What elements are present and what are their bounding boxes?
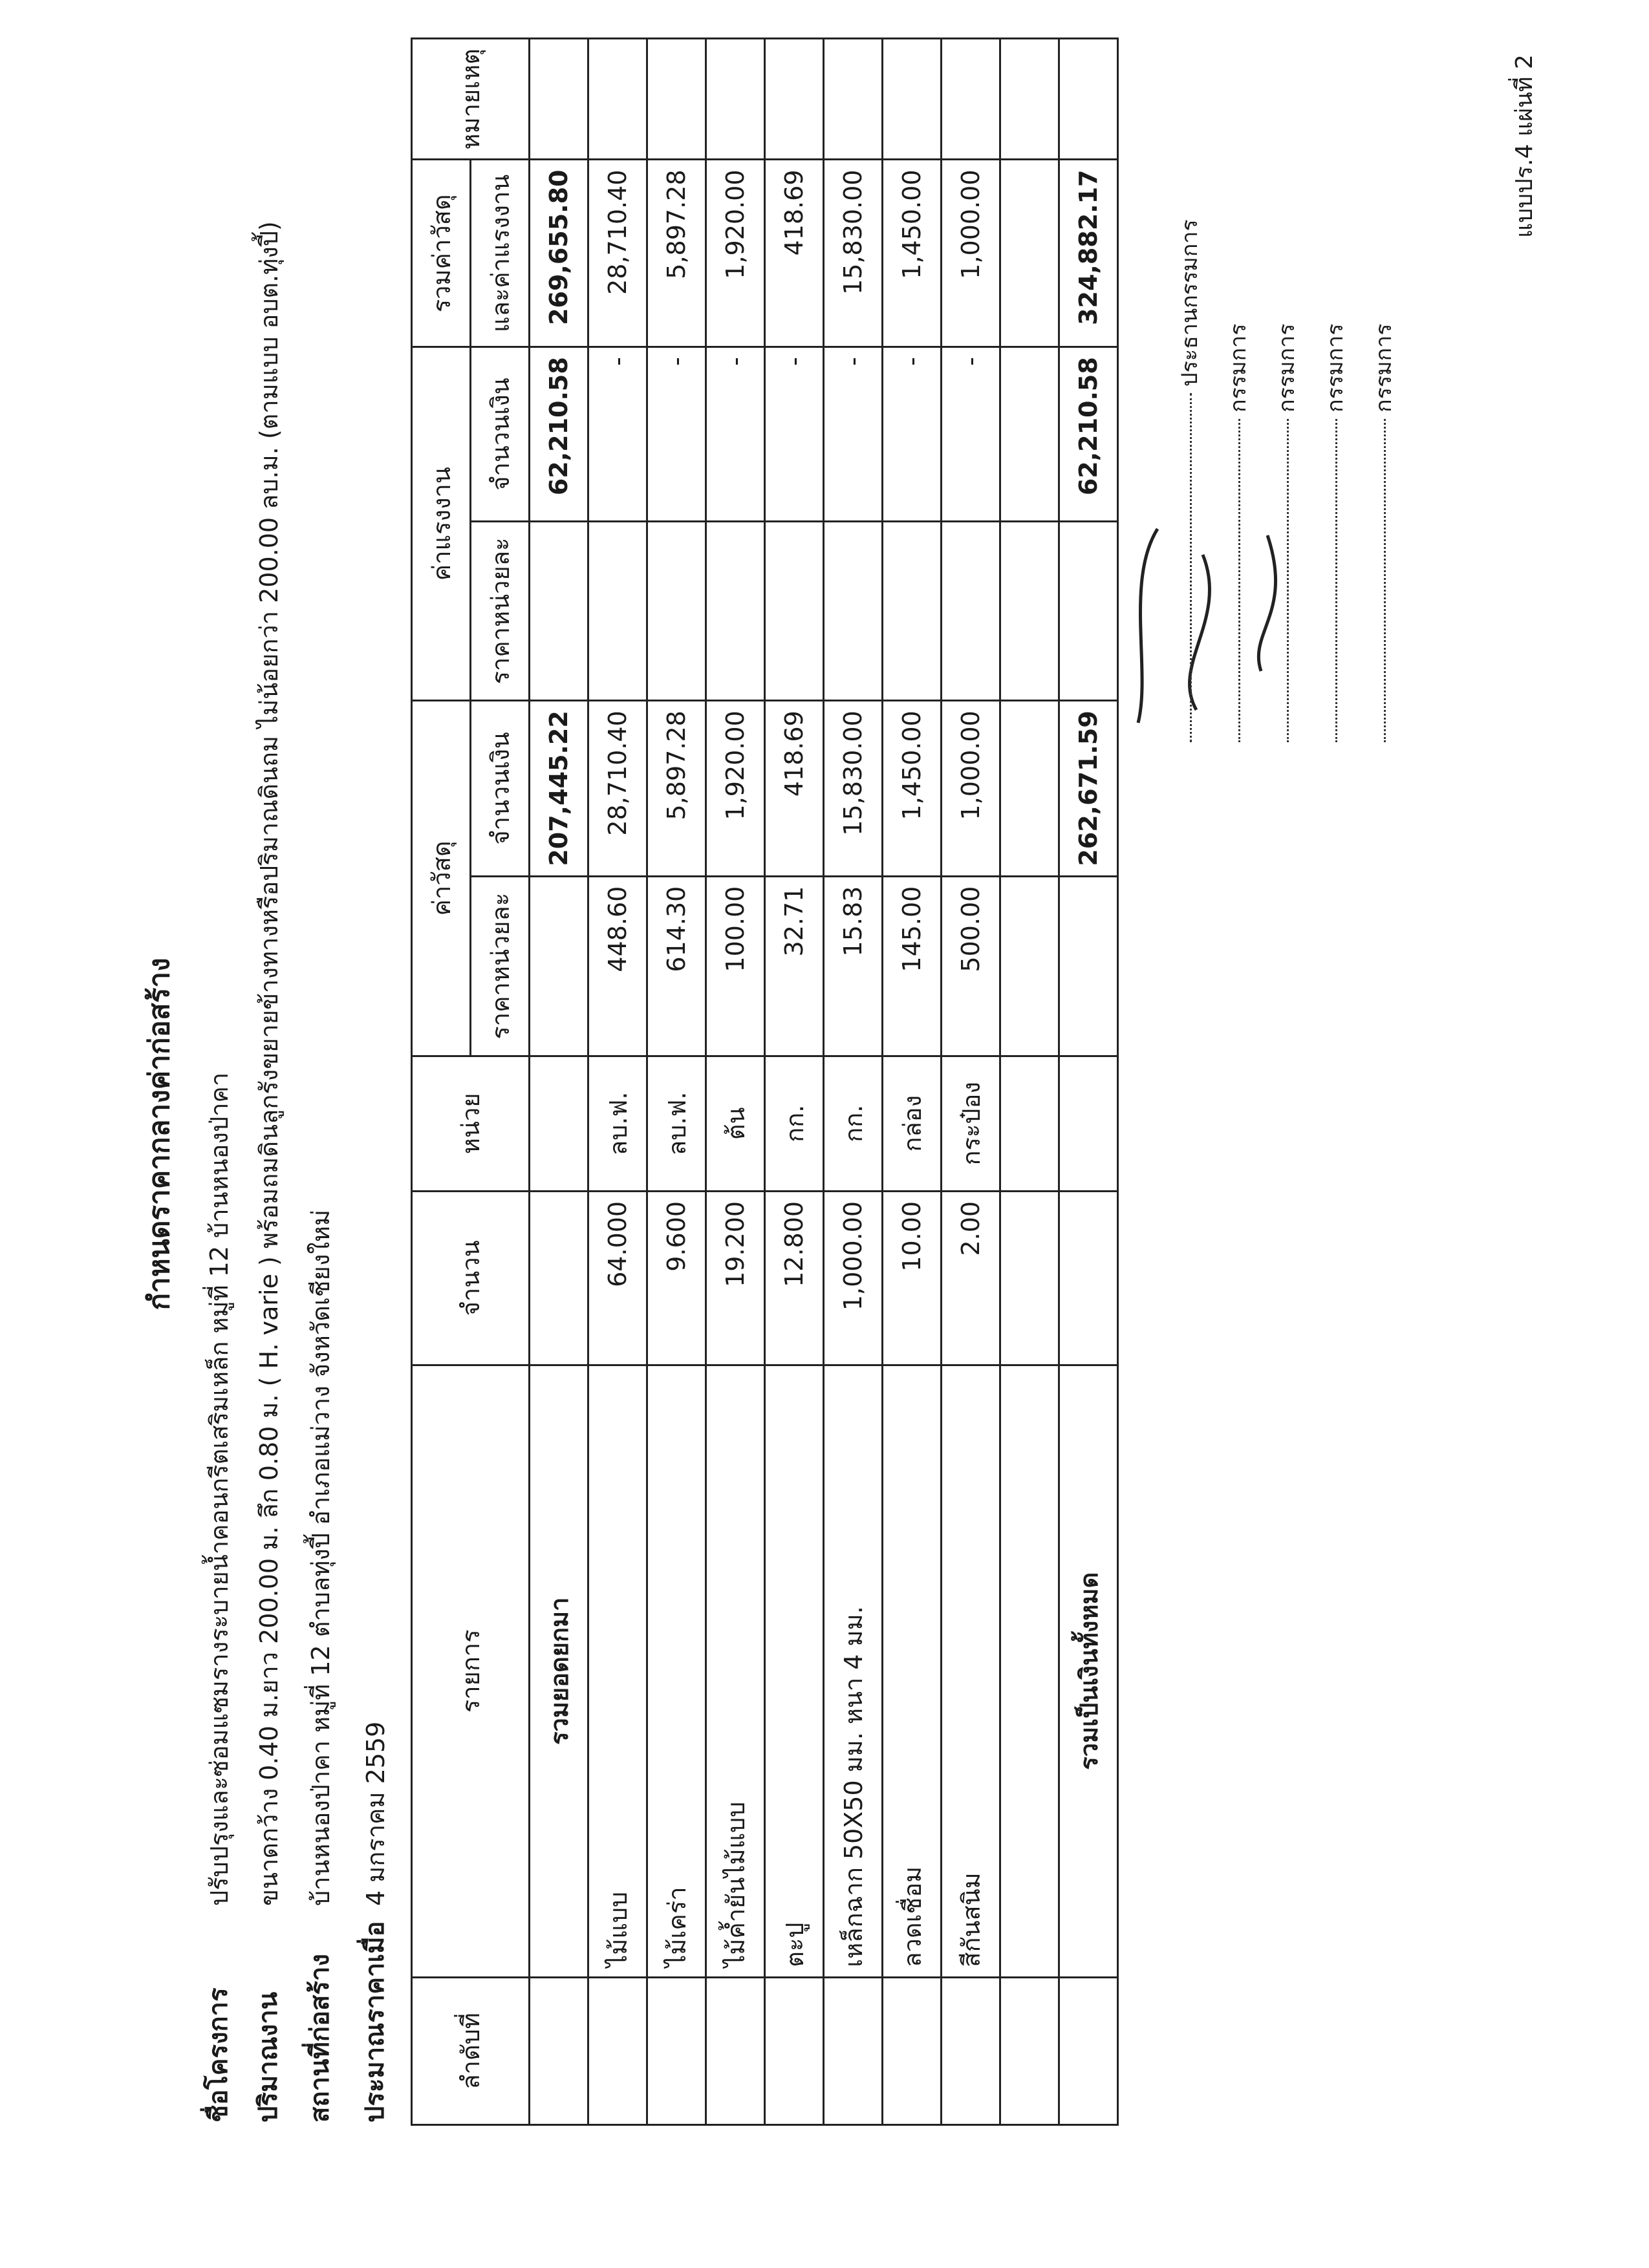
cell-item: เหล็กฉาก 50X50 มม. หนา 4 มม.: [824, 1365, 883, 1977]
cell-qty: 64.000: [588, 1191, 647, 1365]
cell-remark: [765, 39, 824, 160]
brought-forward-mat-amount: 207,445.22: [530, 701, 588, 876]
grand-total-label: รวมเป็นเงินทั้งหมด: [1059, 1365, 1118, 1977]
cell-unit: ลบ.ฟ.: [588, 1056, 647, 1191]
cell-no: [942, 1977, 1000, 2124]
cell-lab-amount: -: [647, 347, 706, 522]
cell-lab-price: [942, 521, 1000, 700]
cell-no: [765, 1977, 824, 2124]
cell-item: ไม้แบบ: [588, 1365, 647, 1977]
brought-forward-total: 269,655.80: [530, 160, 588, 347]
cell-remark: [647, 39, 706, 160]
header-remark: หมายเหตุ: [412, 39, 530, 160]
cell-remark: [706, 39, 765, 160]
header-item: รายการ: [412, 1365, 530, 1977]
cell-lab-amount: -: [942, 347, 1000, 522]
member4-title: กรรมการ: [1371, 323, 1397, 412]
cell-mat-price: 448.60: [588, 876, 647, 1056]
cell-mat-price: 15.83: [824, 876, 883, 1056]
cell-total: 28,710.40: [588, 160, 647, 347]
document-title: กำหนดราคากลางค่าก่อสร้าง: [143, 957, 176, 1311]
cell-item: ตะปู: [765, 1365, 824, 1977]
cell-lab-price: [647, 521, 706, 700]
empty-row: [1000, 39, 1059, 2125]
cell-total: 5,897.28: [647, 160, 706, 347]
cell-lab-amount: -: [588, 347, 647, 522]
cell-lab-price: [706, 521, 765, 700]
cell-total: 15,830.00: [824, 160, 883, 347]
cell-lab-price: [883, 521, 942, 700]
cell-unit: ลบ.ฟ.: [647, 1056, 706, 1191]
cell-item: ไม้ค้ำยันไม้แบบ: [706, 1365, 765, 1977]
chair-sign-line: [1190, 393, 1192, 742]
cell-mat-amount: 1,920.00: [706, 701, 765, 876]
cell-unit: กระป๋อง: [942, 1056, 1000, 1191]
cell-item: ลวดเชื่อม: [883, 1365, 942, 1977]
cell-unit: กก.: [765, 1056, 824, 1191]
header-no: ลำดับที่: [412, 1977, 530, 2124]
signature-scribble: [1099, 503, 1345, 749]
grand-total-row: [1059, 39, 1118, 2125]
grand-total-total: 324,882.17: [1059, 160, 1118, 347]
cell-mat-price: 100.00: [706, 876, 765, 1056]
cell-lab-price: [765, 521, 824, 700]
cell-lab-amount: -: [706, 347, 765, 522]
cell-lab-amount: -: [824, 347, 883, 522]
header-total-top: รวมค่าวัสดุ: [412, 160, 471, 347]
header-lab-amount: จำนวนเงิน: [471, 347, 530, 522]
location-value: บ้านหนองป่าคา หมู่ที่ 12 ตำบลทุ่งปี้ อำเภอแม่วาง จังหวัดเชียงใหม่: [307, 1209, 335, 1906]
cell-unit: ต้น: [706, 1056, 765, 1191]
cell-qty: 19.200: [706, 1191, 765, 1365]
header-unit: หน่วย: [412, 1056, 530, 1191]
cell-no: [647, 1977, 706, 2124]
cell-lab-amount: -: [883, 347, 942, 522]
cell-no: [883, 1977, 942, 2124]
grand-total-lab-amount: 62,210.58: [1059, 347, 1118, 522]
member2-sign-line: [1287, 419, 1289, 742]
cell-remark: [942, 39, 1000, 160]
cell-total: 1,000.00: [942, 160, 1000, 347]
table-row: [647, 39, 706, 2125]
cell-total: 1,920.00: [706, 160, 765, 347]
cell-remark: [883, 39, 942, 160]
cell-total: 1,450.00: [883, 160, 942, 347]
cell-item: ไม้เคร่า: [647, 1365, 706, 1977]
header-qty: จำนวน: [412, 1191, 530, 1365]
cell-no: [824, 1977, 883, 2124]
form-code: แบบปร.4 แผ่นที่ 2: [1511, 54, 1538, 238]
project-label: ชื่อโครงการ: [204, 1987, 233, 2123]
member3-title: กรรมการ: [1322, 323, 1348, 412]
table-row: [942, 39, 1000, 2125]
price-table: [411, 37, 1119, 2126]
cell-mat-amount: 5,897.28: [647, 701, 706, 876]
table-row: [883, 39, 942, 2125]
cell-total: 418.69: [765, 160, 824, 347]
cell-item: สีกันสนิม: [942, 1365, 1000, 1977]
scope-label: ปริมาณงาน: [253, 1991, 283, 2123]
cell-mat-price: 145.00: [883, 876, 942, 1056]
grand-total-mat-amount: 262,671.59: [1059, 701, 1118, 876]
member2-title: กรรมการ: [1274, 323, 1300, 412]
cell-qty: 12.800: [765, 1191, 824, 1365]
location-label: สถานที่ก่อสร้าง: [305, 1954, 335, 2123]
member4-sign-line: [1384, 419, 1386, 742]
table-row: [588, 39, 647, 2125]
scope-value: ขนาดกว้าง 0.40 ม.ยาว 200.00 ม. ลึก 0.80 ม. ( H. varie ) พร้อมถมดินลูกรังขยายข้างทางหรือปริมาณดินถม ไม่น้อยกว่า 200.00 ลบ.ม. (ตามแบบ อบต.ทุ่งปี้): [255, 221, 283, 1906]
cell-qty: 2.00: [942, 1191, 1000, 1365]
chair-title: ประธานกรรมการ: [1177, 219, 1203, 387]
cell-lab-amount: -: [765, 347, 824, 522]
header-total-bottom: และค่าแรงงาน: [471, 160, 530, 347]
cell-lab-price: [588, 521, 647, 700]
cell-no: [588, 1977, 647, 2124]
estimate-date-label: ประมาณราคาเมื่อ: [360, 1921, 390, 2123]
estimate-date-value: 4 มกราคม 2559: [361, 1721, 390, 1906]
brought-forward-label: รวมยอดยกมา: [530, 1365, 588, 1977]
header-material: ค่าวัสดุ: [412, 701, 471, 1056]
cell-mat-price: 32.71: [765, 876, 824, 1056]
header-mat-amount: จำนวนเงิน: [471, 701, 530, 876]
table-row: [706, 39, 765, 2125]
table-row: [824, 39, 883, 2125]
cell-unit: กล่อง: [883, 1056, 942, 1191]
cell-mat-price: 500.00: [942, 876, 1000, 1056]
table-row: [765, 39, 824, 2125]
cell-remark: [824, 39, 883, 160]
cell-lab-price: [824, 521, 883, 700]
header-mat-unit-price: ราคาหน่วยละ: [471, 876, 530, 1056]
header-labor: ค่าแรงงาน: [412, 347, 471, 701]
cell-mat-amount: 15,830.00: [824, 701, 883, 876]
cell-remark: [588, 39, 647, 160]
brought-forward-row: [530, 39, 588, 2125]
cell-qty: 9.600: [647, 1191, 706, 1365]
cell-mat-amount: 1,000.00: [942, 701, 1000, 876]
cell-qty: 1,000.00: [824, 1191, 883, 1365]
cell-unit: กก.: [824, 1056, 883, 1191]
cell-mat-amount: 1,450.00: [883, 701, 942, 876]
member3-sign-line: [1335, 419, 1337, 742]
member1-sign-line: [1238, 419, 1240, 742]
cell-mat-amount: 418.69: [765, 701, 824, 876]
brought-forward-lab-amount: 62,210.58: [530, 347, 588, 522]
cell-mat-price: 614.30: [647, 876, 706, 1056]
member1-title: กรรมการ: [1225, 323, 1251, 412]
cell-no: [706, 1977, 765, 2124]
header-lab-unit-price: ราคาหน่วยละ: [471, 521, 530, 700]
project-value: ปรับปรุงและซ่อมแซมรางระบายน้ำคอนกรีตเสริมเหล็ก หมู่ที่ 12 บ้านหนองป่าคา: [205, 1072, 233, 1906]
cell-mat-amount: 28,710.40: [588, 701, 647, 876]
cell-qty: 10.00: [883, 1191, 942, 1365]
